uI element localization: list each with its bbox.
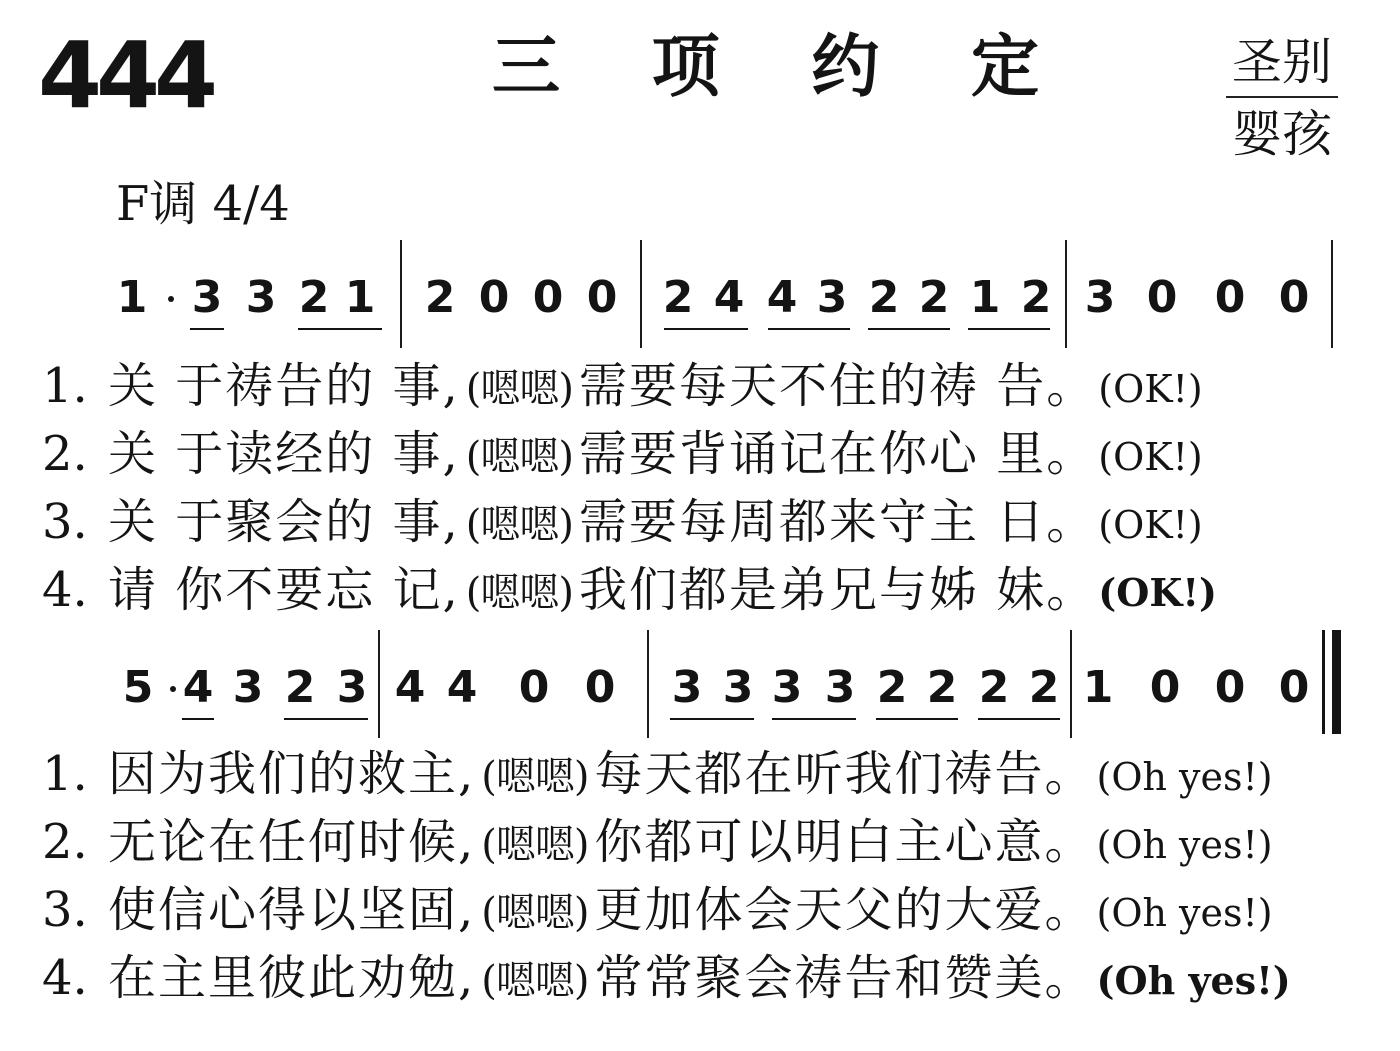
verse-number: 4. <box>42 950 88 1006</box>
note-numeral: 0 <box>586 272 618 323</box>
eighth-note-underline <box>664 328 748 330</box>
lyric-part-b: 需要背诵记在你心 里。 <box>579 426 1097 482</box>
eighth-note-underline <box>670 718 754 720</box>
note-numeral: 2 <box>918 272 950 323</box>
lyric-part-b: 需要每周都来守主 日。 <box>579 494 1097 550</box>
lyric-interjection: (嗯嗯) <box>481 822 589 868</box>
dotted-note-mark <box>170 686 176 692</box>
note-numeral: 2 <box>662 272 694 323</box>
note-numeral: 2 <box>926 662 958 713</box>
note-numeral: 3 <box>336 662 368 713</box>
category-bottom: 婴孩 <box>1232 105 1332 163</box>
note-numeral: 3 <box>824 662 856 713</box>
eighth-note-underline <box>978 718 1060 720</box>
note-numeral: 3 <box>722 662 754 713</box>
eighth-note-underline <box>768 328 850 330</box>
key-signature: F调 4/4 <box>116 176 290 232</box>
lyric-part-b: 需要每天不住的祷 告。 <box>579 358 1097 414</box>
verse-number: 3. <box>42 494 88 550</box>
verse-number: 1. <box>42 358 88 414</box>
eighth-note-underline <box>968 328 1050 330</box>
lyric-part-a: 关 于读经的 事, <box>108 426 460 482</box>
lyric-interjection: (嗯嗯) <box>465 570 573 616</box>
lyric-part-a: 因为我们的救主, <box>108 746 476 802</box>
barline <box>647 630 649 738</box>
lyric-line <box>42 562 1218 618</box>
eighth-note-underline <box>772 718 856 720</box>
barline <box>1331 240 1333 348</box>
score-line-1 <box>0 240 1400 350</box>
lyric-interjection: (嗯嗯) <box>481 958 589 1004</box>
note-numeral: 0 <box>1278 272 1310 323</box>
note-numeral: 2 <box>876 662 908 713</box>
lyric-tag: (Oh yes!) <box>1096 958 1291 1003</box>
note-numeral: 3 <box>232 662 264 713</box>
note-numeral: 1 <box>969 272 1001 323</box>
final-barline-thick <box>1332 630 1341 734</box>
lyric-line <box>42 358 1203 414</box>
note-numeral: 3 <box>816 272 848 323</box>
note-numeral: 0 <box>1149 662 1181 713</box>
lyric-line <box>42 746 1273 802</box>
lyric-part-a: 关 于聚会的 事, <box>108 494 460 550</box>
eighth-note-underline <box>868 328 950 330</box>
note-numeral: 0 <box>1214 662 1246 713</box>
note-numeral: 3 <box>191 272 223 323</box>
lyric-part-b: 常常聚会祷告和赞美。 <box>594 950 1095 1006</box>
verse-number: 3. <box>42 882 88 938</box>
lyric-part-b: 每天都在听我们祷告。 <box>594 746 1095 802</box>
category-label <box>1226 32 1338 164</box>
note-numeral: 0 <box>584 662 616 713</box>
lyric-interjection: (嗯嗯) <box>481 754 589 800</box>
note-numeral: 2 <box>978 662 1010 713</box>
note-numeral: 2 <box>284 662 316 713</box>
lyric-part-b: 我们都是弟兄与姊 妹。 <box>579 562 1097 618</box>
score-line-2 <box>0 630 1400 740</box>
note-numeral: 0 <box>532 272 564 323</box>
note-numeral: 3 <box>1084 272 1116 323</box>
note-numeral: 0 <box>518 662 550 713</box>
note-numeral: 3 <box>245 272 277 323</box>
verse-number: 4. <box>42 562 88 618</box>
note-numeral: 0 <box>1278 662 1310 713</box>
note-numeral: 0 <box>478 272 510 323</box>
note-numeral: 2 <box>1028 662 1060 713</box>
lyric-part-a: 使信心得以坚固, <box>108 882 476 938</box>
note-numeral: 2 <box>424 272 456 323</box>
note-numeral: 0 <box>1146 272 1178 323</box>
lyric-part-a: 在主里彼此劝勉, <box>108 950 476 1006</box>
eighth-note-underline <box>298 328 382 330</box>
note-numeral: 4 <box>446 662 478 713</box>
barline <box>640 240 642 348</box>
lyric-tag: (OK!) <box>1098 570 1218 615</box>
lyric-part-b: 你都可以明白主心意。 <box>594 814 1095 870</box>
verse-number: 2. <box>42 426 88 482</box>
lyric-interjection: (嗯嗯) <box>465 434 573 480</box>
hymn-title: 三 项 约 定 <box>492 28 1074 107</box>
lyric-interjection: (嗯嗯) <box>481 890 589 936</box>
lyric-part-a: 关 于祷告的 事, <box>108 358 460 414</box>
eighth-note-underline <box>876 718 958 720</box>
lyric-part-a: 请 你不要忘 记, <box>108 562 460 618</box>
note-numeral: 4 <box>394 662 426 713</box>
note-numeral: 0 <box>1214 272 1246 323</box>
lyric-tag: (Oh yes!) <box>1096 823 1273 867</box>
verse-number: 1. <box>42 746 88 802</box>
lyric-line <box>42 494 1203 550</box>
lyric-line <box>42 882 1273 938</box>
lyric-interjection: (嗯嗯) <box>465 502 573 548</box>
eighth-note-underline <box>190 328 224 330</box>
note-numeral: 2 <box>1020 272 1052 323</box>
lyric-interjection: (嗯嗯) <box>465 366 573 412</box>
note-numeral: 2 <box>868 272 900 323</box>
barline <box>378 630 380 738</box>
note-numeral: 4 <box>766 272 798 323</box>
note-numeral: 1 <box>1082 662 1114 713</box>
lyric-tag: (Oh yes!) <box>1096 755 1273 799</box>
dotted-note-mark <box>168 296 174 302</box>
lyric-line <box>42 814 1273 870</box>
barline <box>1065 240 1067 348</box>
eighth-note-underline <box>284 718 368 720</box>
category-divider <box>1226 96 1338 98</box>
note-numeral: 4 <box>713 272 745 323</box>
lyric-line <box>42 426 1203 482</box>
lyric-tag: (OK!) <box>1098 435 1203 479</box>
lyric-line <box>42 950 1291 1006</box>
note-numeral: 5 <box>122 662 154 713</box>
barline <box>1070 630 1072 738</box>
note-numeral: 3 <box>771 662 803 713</box>
category-top: 圣别 <box>1232 33 1332 91</box>
note-numeral: 4 <box>182 662 214 713</box>
barline <box>400 240 402 348</box>
verse-number: 2. <box>42 814 88 870</box>
lyric-part-a: 无论在任何时候, <box>108 814 476 870</box>
eighth-note-underline <box>182 718 214 720</box>
final-barline-thin <box>1322 630 1325 734</box>
lyric-tag: (Oh yes!) <box>1096 891 1273 935</box>
lyric-tag: (OK!) <box>1098 503 1203 547</box>
note-numeral: 1 <box>344 272 376 323</box>
lyric-tag: (OK!) <box>1098 367 1203 411</box>
note-numeral: 2 <box>298 272 330 323</box>
note-numeral: 1 <box>116 272 148 323</box>
note-numeral: 3 <box>671 662 703 713</box>
hymn-number: 444 <box>38 22 213 129</box>
lyric-part-b: 更加体会天父的大爱。 <box>594 882 1095 938</box>
